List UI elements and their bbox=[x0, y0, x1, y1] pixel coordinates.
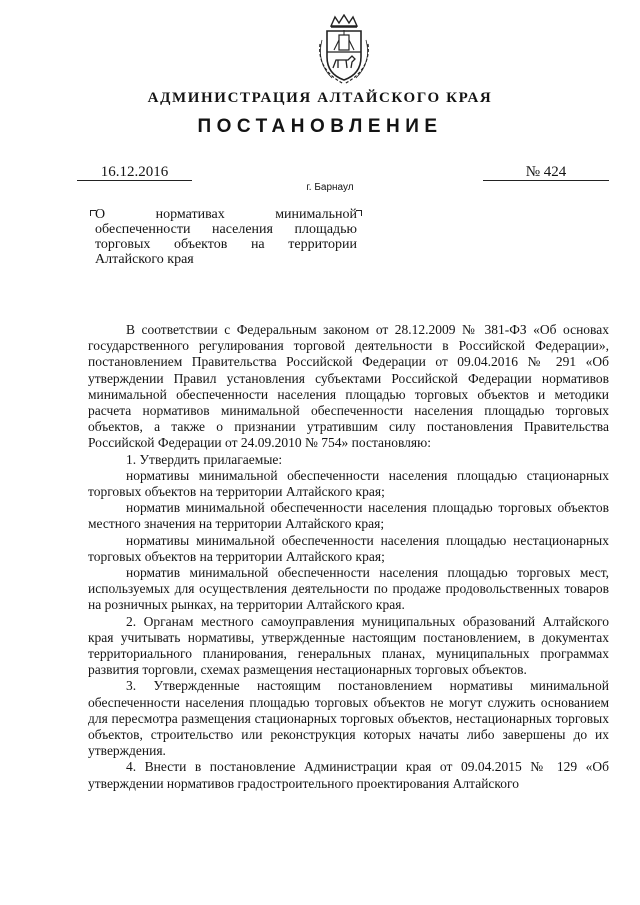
body-paragraph: В соответствии с Федеральным законом от 28.12.2009 № 381-ФЗ «Об основах государственного регулирования торговой деятельности в Российской Федерации», постановлением Правительства Российской Федерации от 09.04.2016 № 291 «Об утверждении Правил установления субъектами Российской Федерации нормативов минимальной обеспеченности населения площадью торговых объектов и методики расчета нормативов минимальной обеспеченности населения площадью торговых объектов, а также о признании утратившим силу постановления Правительства Российской Федерации от 24.09.2010 № 754» постановляю: bbox=[88, 322, 609, 451]
document-body bbox=[88, 322, 609, 792]
body-paragraph: норматив минимальной обеспеченности населения площадью торговых объектов местного значения на территории Алтайского края; bbox=[88, 500, 609, 532]
document-subject: О нормативах минимальной обеспеченности населения площадью торговых объектов на территории Алтайского края bbox=[95, 207, 357, 267]
body-paragraph: 1. Утвердить прилагаемые: bbox=[126, 451, 283, 467]
body-paragraph: нормативы минимальной обеспеченности населения площадью нестационарных торговых объектов на территории Алтайского края; bbox=[88, 532, 609, 564]
organization-name: АДМИНИСТРАЦИЯ АЛТАЙСКОГО КРАЯ bbox=[147, 90, 493, 106]
body-paragraph: 4. Внести в постановление Администрации края от 09.04.2015 № 129 «Об утверждении нормативов градостроительного проектирования Алтайского bbox=[88, 759, 609, 791]
document-number: № 424 bbox=[483, 164, 609, 181]
body-paragraph: 3. Утвержденные настоящим постановлением нормативы минимальной обеспеченности населения площадью торговых объектов не могут служить основанием для пересмотра размещения стационарных торговых объектов, нестационарных торговых объектов, строительство или реконструкция которых начаты либо завершены до их утверждения. bbox=[88, 678, 609, 759]
document-type: ПОСТАНОВЛЕНИЕ bbox=[197, 116, 443, 137]
coat-of-arms-icon bbox=[312, 14, 376, 88]
document-date: 16.12.2016 bbox=[77, 164, 192, 181]
body-paragraph: нормативы минимальной обеспеченности населения площадью стационарных торговых объектов на территории Алтайского края; bbox=[88, 467, 609, 500]
city-label: г. Барнаул bbox=[306, 182, 354, 193]
body-paragraph: норматив минимальной обеспеченности населения площадью торговых мест, используемых для осуществления деятельности по продаже продовольственных товаров на розничных рынках, на территории Алтайского края. bbox=[88, 565, 609, 613]
body-paragraph: 2. Органам местного самоуправления муниципальных образований Алтайского края учитывать нормативы, утвержденные настоящим постановлением, в документах территориального планирования, генеральных планах, муниципальных программах развития торговли, схемах размещения нестационарных торговых объектов. bbox=[88, 613, 609, 678]
